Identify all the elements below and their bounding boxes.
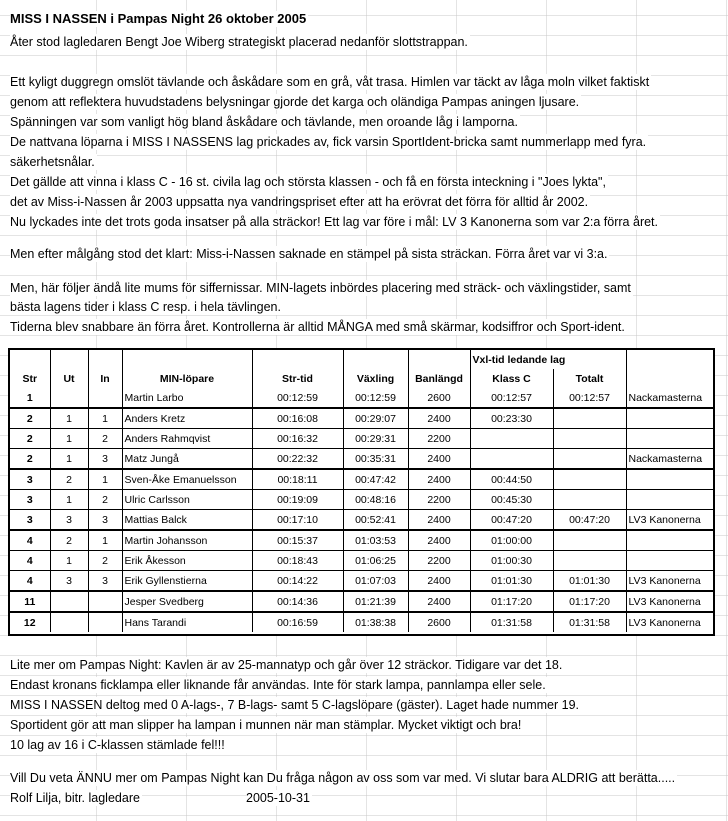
cell-str: 12 bbox=[10, 612, 50, 632]
intro-line: det av Miss-i-Nassen år 2003 uppsatta nya vandringspriset efter att ha erövrat det förra för alltid år 2002. bbox=[10, 195, 589, 209]
cell-total bbox=[553, 408, 626, 429]
cell-ut: 3 bbox=[50, 571, 88, 592]
outro-line: MISS I NASSEN deltog med 0 A-lags-, 7 B-lags- samt 5 C-lagslöpare (gäster). Laget hade nummer 19. bbox=[10, 698, 580, 712]
cell-runner: Ulric Carlsson bbox=[122, 490, 252, 510]
cell-class-c: 01:17:20 bbox=[470, 591, 553, 612]
signature-date: 2005-10-31 bbox=[246, 791, 310, 805]
cell-class-c: 01:00:00 bbox=[470, 530, 553, 551]
table-row bbox=[10, 388, 713, 408]
header-ut: Ut bbox=[50, 369, 88, 388]
cell-in: 2 bbox=[88, 429, 122, 449]
cell-str: 11 bbox=[10, 591, 50, 612]
cell-str: 4 bbox=[10, 530, 50, 551]
cell-runner: Erik Gyllenstierna bbox=[122, 571, 252, 592]
cell-class-c bbox=[470, 449, 553, 470]
cell-str: 4 bbox=[10, 571, 50, 592]
cell-runner: Martin Larbo bbox=[122, 388, 252, 408]
cell-exchange: 00:12:59 bbox=[343, 388, 408, 408]
intro-line: säkerhetsnålar. bbox=[10, 155, 95, 169]
cell-ut: 1 bbox=[50, 490, 88, 510]
cell-team bbox=[626, 490, 713, 510]
header-class-c: Klass C bbox=[470, 369, 553, 388]
table-row bbox=[10, 449, 713, 470]
cell-total: 00:12:57 bbox=[553, 388, 626, 408]
cell-runner: Martin Johansson bbox=[122, 530, 252, 551]
cell-runner: Mattias Balck bbox=[122, 510, 252, 531]
table-row bbox=[10, 510, 713, 531]
table-row bbox=[10, 551, 713, 571]
intro-line: Det gällde att vinna i klass C - 16 st. civila lag och största klassen - och få en första inteckning i "Joes lykta", bbox=[10, 175, 606, 189]
table-row bbox=[10, 571, 713, 592]
cell-leg-time: 00:18:43 bbox=[252, 551, 343, 571]
cell-ut: 1 bbox=[50, 449, 88, 470]
signature-name: Rolf Lilja, bitr. lagledare bbox=[10, 791, 140, 805]
cell-ut bbox=[50, 388, 88, 408]
cell-in bbox=[88, 388, 122, 408]
cell-exchange: 00:29:31 bbox=[343, 429, 408, 449]
cell-total: 01:17:20 bbox=[553, 591, 626, 612]
cell-class-c: 00:23:30 bbox=[470, 408, 553, 429]
cell-team: LV3 Kanonerna bbox=[628, 616, 701, 629]
page-title: MISS I NASSEN i Pampas Night 26 oktober 2005 bbox=[10, 11, 307, 26]
table-row bbox=[10, 612, 713, 632]
cell-total bbox=[553, 551, 626, 571]
header-runner: MIN-löpare bbox=[122, 369, 252, 388]
cell-total: 01:31:58 bbox=[553, 612, 626, 632]
cell-ut: 2 bbox=[50, 469, 88, 490]
intro-line: genom att reflektera huvudstadens belysningar gjorde det karga och oländiga Pampas aningen ljusare. bbox=[10, 95, 580, 109]
cell-total bbox=[553, 469, 626, 490]
header-leg-time: Str-tid bbox=[252, 369, 343, 388]
cell-exchange: 00:48:16 bbox=[343, 490, 408, 510]
cell-str: 3 bbox=[10, 510, 50, 531]
table-header-row bbox=[10, 369, 713, 388]
outro-line: Endast kronans ficklampa eller liknande får användas. Inte för stark lampa, pannlampa eller sele. bbox=[10, 678, 546, 692]
cell-str: 3 bbox=[10, 469, 50, 490]
table-row bbox=[10, 490, 713, 510]
cell-str: 2 bbox=[10, 408, 50, 429]
intro-line: Men, här följer ändå lite mums för siffernissar. MIN-lagets inbördes placering med sträck- och växlingstider, samt bbox=[10, 281, 631, 295]
cell-class-c: 01:00:30 bbox=[470, 551, 553, 571]
cell-length: 2400 bbox=[408, 510, 470, 531]
cell-ut bbox=[50, 612, 88, 632]
header-total: Totalt bbox=[553, 369, 626, 388]
cell-exchange: 00:35:31 bbox=[343, 449, 408, 470]
cell-team bbox=[626, 469, 713, 490]
intro-line: Spänningen var som vanligt hög bland åskådare och tävlande, men oroande låg i lamporna. bbox=[10, 115, 518, 129]
cell-class-c: 00:44:50 bbox=[470, 469, 553, 490]
cell-team: LV3 Kanonerna bbox=[626, 571, 713, 592]
results-table bbox=[8, 348, 715, 636]
cell-team bbox=[626, 551, 713, 571]
cell-length: 2600 bbox=[408, 612, 470, 632]
cell-in: 1 bbox=[88, 408, 122, 429]
intro-line: Tiderna blev snabbare än förra året. Kontrollerna är alltid MÅNGA med små skärmar, kodsiffror och Sport-ident. bbox=[10, 320, 625, 334]
cell-runner: Erik Åkesson bbox=[122, 551, 252, 571]
cell-in: 3 bbox=[88, 510, 122, 531]
cell-leg-time: 00:17:10 bbox=[252, 510, 343, 531]
outro-line: 10 lag av 16 i C-klassen stämlade fel!!! bbox=[10, 738, 225, 752]
cell-in: 2 bbox=[88, 551, 122, 571]
cell-class-c: 00:47:20 bbox=[470, 510, 553, 531]
cell-runner: Sven-Åke Emanuelsson bbox=[122, 469, 252, 490]
cell-leg-time: 00:14:22 bbox=[252, 571, 343, 592]
header-in: In bbox=[88, 369, 122, 388]
table-row bbox=[10, 469, 713, 490]
cell-total bbox=[553, 429, 626, 449]
header-team bbox=[626, 369, 713, 388]
table-row bbox=[10, 591, 713, 612]
cell-leg-time: 00:14:36 bbox=[252, 591, 343, 612]
cell-exchange: 01:21:39 bbox=[343, 591, 408, 612]
cell-ut: 2 bbox=[50, 530, 88, 551]
cell-ut bbox=[50, 591, 88, 612]
cell-leg-time: 00:16:32 bbox=[252, 429, 343, 449]
header-str: Str bbox=[10, 369, 50, 388]
cell-str: 2 bbox=[10, 429, 50, 449]
cell-str: 3 bbox=[10, 490, 50, 510]
cell-leg-time: 00:16:59 bbox=[252, 612, 343, 632]
cell-runner: Hans Tarandi bbox=[122, 612, 252, 632]
cell-length: 2400 bbox=[408, 449, 470, 470]
cell-exchange: 00:47:42 bbox=[343, 469, 408, 490]
cell-length: 2200 bbox=[408, 490, 470, 510]
cell-team: Nackamasterna bbox=[626, 449, 713, 470]
outro-line: Lite mer om Pampas Night: Kavlen är av 25-mannatyp och går över 12 sträckor. Tidigare var det 18. bbox=[10, 658, 563, 672]
cell-exchange: 01:07:03 bbox=[343, 571, 408, 592]
cell-total bbox=[553, 490, 626, 510]
cell-in bbox=[88, 612, 122, 632]
table-row bbox=[10, 530, 713, 551]
cell-length: 2200 bbox=[408, 429, 470, 449]
cell-team: LV3 Kanonerna bbox=[626, 591, 713, 612]
cell-in: 1 bbox=[88, 530, 122, 551]
cell-length: 2400 bbox=[408, 591, 470, 612]
cell-exchange: 01:38:38 bbox=[343, 612, 408, 632]
cell-total: 00:47:20 bbox=[553, 510, 626, 531]
cell-in: 1 bbox=[88, 469, 122, 490]
cell-str: 2 bbox=[10, 449, 50, 470]
cell-str: 1 bbox=[10, 388, 50, 408]
cell-length: 2200 bbox=[408, 551, 470, 571]
intro-line: bästa lagens tider i klass C resp. i hela tävlingen. bbox=[10, 300, 281, 314]
outro-line: Vill Du veta ÄNNU mer om Pampas Night kan Du fråga någon av oss som var med. Vi slutar bara ALDRIG att berätta..... bbox=[10, 771, 676, 785]
cell-exchange: 01:03:53 bbox=[343, 530, 408, 551]
table-row bbox=[10, 429, 713, 449]
cell-in: 2 bbox=[88, 490, 122, 510]
intro-line: Nu lyckades inte det trots goda insatser på alla sträckor! Ett lag var före i mål: LV 3 Kanonerna som var 2:a förra året. bbox=[10, 215, 658, 229]
cell-team bbox=[626, 429, 713, 449]
header-exchange: Växling bbox=[343, 369, 408, 388]
group-header: Vxl-tid ledande lag bbox=[470, 350, 626, 369]
header-length: Banlängd bbox=[408, 369, 470, 388]
cell-in: 3 bbox=[88, 449, 122, 470]
cell-in: 3 bbox=[88, 571, 122, 592]
cell-ut: 1 bbox=[50, 408, 88, 429]
intro-line: Men efter målgång stod det klart: Miss-i-Nassen saknade en stämpel på sista sträckan. Förra året var vi 3:a. bbox=[10, 247, 608, 261]
cell-class-c: 00:12:57 bbox=[470, 388, 553, 408]
cell-leg-time: 00:12:59 bbox=[252, 388, 343, 408]
cell-total bbox=[553, 449, 626, 470]
cell-runner: Jesper Svedberg bbox=[122, 591, 252, 612]
cell-team: LV3 Kanonerna bbox=[626, 510, 713, 531]
cell-total: 01:01:30 bbox=[553, 571, 626, 592]
cell-exchange: 01:06:25 bbox=[343, 551, 408, 571]
cell-leg-time: 00:22:32 bbox=[252, 449, 343, 470]
cell-class-c: 01:31:58 bbox=[470, 612, 553, 632]
cell-leg-time: 00:18:11 bbox=[252, 469, 343, 490]
cell-length: 2600 bbox=[408, 388, 470, 408]
cell-runner: Matz Jungå bbox=[122, 449, 252, 470]
cell-length: 2400 bbox=[408, 530, 470, 551]
cell-in bbox=[88, 591, 122, 612]
cell-team bbox=[626, 530, 713, 551]
cell-total bbox=[553, 530, 626, 551]
intro-line: Åter stod lagledaren Bengt Joe Wiberg strategiskt placerad nedanför slottstrappan. bbox=[10, 35, 468, 49]
cell-exchange: 00:52:41 bbox=[343, 510, 408, 531]
cell-leg-time: 00:15:37 bbox=[252, 530, 343, 551]
intro-line: De nattvana löparna i MISS I NASSENS lag prickades av, fick varsin SportIdent-bricka samt nummerlapp med fyra. bbox=[10, 135, 647, 149]
cell-ut: 1 bbox=[50, 551, 88, 571]
cell-runner: Anders Rahmqvist bbox=[122, 429, 252, 449]
cell-class-c bbox=[470, 429, 553, 449]
cell-team: Nackamasterna bbox=[626, 388, 713, 408]
cell-exchange: 00:29:07 bbox=[343, 408, 408, 429]
cell-runner: Anders Kretz bbox=[122, 408, 252, 429]
cell-ut: 3 bbox=[50, 510, 88, 531]
cell-ut: 1 bbox=[50, 429, 88, 449]
cell-leg-time: 00:16:08 bbox=[252, 408, 343, 429]
cell-str: 4 bbox=[10, 551, 50, 571]
cell-class-c: 01:01:30 bbox=[470, 571, 553, 592]
intro-line: Ett kyligt duggregn omslöt tävlande och åskådare som en grå, våt trasa. Himlen var täckt av låga moln vilket faktiskt bbox=[10, 75, 650, 89]
cell-team bbox=[626, 408, 713, 429]
cell-length: 2400 bbox=[408, 469, 470, 490]
outro-line: Sportident gör att man slipper ha lampan i munnen när man stämplar. Mycket viktigt och bra! bbox=[10, 718, 522, 732]
cell-leg-time: 00:19:09 bbox=[252, 490, 343, 510]
cell-class-c: 00:45:30 bbox=[470, 490, 553, 510]
cell-length: 2400 bbox=[408, 408, 470, 429]
cell-length: 2400 bbox=[408, 571, 470, 592]
table-row bbox=[10, 408, 713, 429]
